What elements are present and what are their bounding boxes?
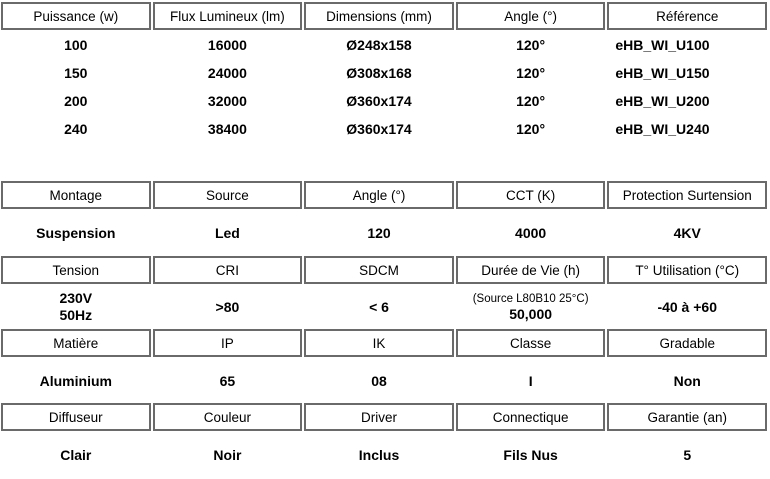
header-montage: Montage — [1, 181, 151, 209]
header-angle: Angle (°) — [304, 181, 454, 209]
header-temperature-utilisation: T° Utilisation (°C) — [607, 256, 767, 284]
value-couleur: Noir — [213, 446, 242, 463]
value-montage: Suspension — [36, 224, 116, 241]
value-cri: >80 — [215, 298, 240, 315]
header-cri: CRI — [153, 256, 303, 284]
value-garantie: 5 — [683, 446, 692, 463]
header-puissance: Puissance (w) — [1, 2, 151, 30]
spec-header-row — [1, 181, 767, 209]
header-matiere: Matière — [1, 329, 151, 357]
spec-value-row — [1, 358, 767, 404]
cell-angle: 120° — [516, 121, 546, 137]
product-row — [1, 59, 767, 87]
header-dimensions: Dimensions (mm) — [304, 2, 454, 30]
header-protection-surtension: Protection Surtension — [607, 181, 767, 209]
value-ip: 65 — [219, 372, 236, 389]
cell-dimensions: Ø308x168 — [346, 65, 412, 81]
value-source: Led — [214, 224, 240, 241]
value-matiere: Aluminium — [39, 372, 112, 389]
header-duree-de-vie: Durée de Vie (h) — [456, 256, 606, 284]
cell-puissance: 150 — [64, 65, 88, 81]
header-couleur: Couleur — [153, 403, 303, 431]
header-ik: IK — [304, 329, 454, 357]
cell-reference: eHB_WI_U150 — [615, 65, 710, 81]
cell-dimensions: Ø360x174 — [346, 93, 412, 109]
value-gradable: Non — [673, 372, 701, 389]
spec-header-row — [1, 403, 767, 431]
value-temperature-utilisation: -40 à +60 — [657, 298, 717, 315]
header-source: Source — [153, 181, 303, 209]
header-sdcm: SDCM — [304, 256, 454, 284]
header-angle: Angle (°) — [456, 2, 606, 30]
header-driver: Driver — [304, 403, 454, 431]
header-gradable: Gradable — [607, 329, 767, 357]
value-connectique: Fils Nus — [503, 446, 558, 463]
spec-header-row — [1, 256, 767, 284]
cell-reference: eHB_WI_U100 — [615, 37, 710, 53]
header-ip: IP — [153, 329, 303, 357]
spec-value-row — [1, 210, 767, 256]
product-row — [1, 87, 767, 115]
header-cct: CCT (K) — [456, 181, 606, 209]
products-header-row — [1, 2, 767, 30]
value-duree-de-vie: (Source L80B10 25°C) 50,000 — [472, 292, 589, 322]
value-protection-surtension: 4KV — [673, 224, 701, 241]
cell-flux: 16000 — [207, 37, 247, 53]
header-reference: Référence — [607, 2, 767, 30]
product-row — [1, 115, 767, 143]
value-sdcm: < 6 — [369, 298, 389, 315]
value-duree-de-vie-note: (Source L80B10 25°C) — [472, 292, 589, 305]
spec-value-row — [1, 432, 767, 478]
cell-flux: 32000 — [207, 93, 247, 109]
cell-flux: 38400 — [207, 121, 247, 137]
spec-value-row — [1, 285, 767, 329]
product-row — [1, 31, 767, 59]
value-cct: 4000 — [515, 224, 547, 241]
cell-angle: 120° — [516, 93, 546, 109]
cell-puissance: 240 — [64, 121, 88, 137]
value-driver: Inclus — [358, 446, 400, 463]
header-flux: Flux Lumineux (lm) — [153, 2, 303, 30]
cell-flux: 24000 — [207, 65, 247, 81]
cell-reference: eHB_WI_U200 — [615, 93, 710, 109]
header-garantie: Garantie (an) — [607, 403, 767, 431]
value-angle: 120 — [367, 224, 391, 241]
cell-puissance: 200 — [64, 93, 88, 109]
cell-angle: 120° — [516, 65, 546, 81]
header-classe: Classe — [456, 329, 606, 357]
header-connectique: Connectique — [456, 403, 606, 431]
value-ik: 08 — [371, 372, 387, 389]
value-tension: 230V 50Hz — [59, 290, 93, 323]
cell-angle: 120° — [516, 37, 546, 53]
value-classe: I — [528, 372, 533, 389]
cell-reference: eHB_WI_U240 — [615, 121, 710, 137]
cell-puissance: 100 — [64, 37, 88, 53]
spec-header-row — [1, 329, 767, 357]
header-diffuseur: Diffuseur — [1, 403, 151, 431]
cell-dimensions: Ø360x174 — [346, 121, 412, 137]
header-tension: Tension — [1, 256, 151, 284]
cell-dimensions: Ø248x158 — [346, 37, 412, 53]
value-diffuseur: Clair — [60, 446, 92, 463]
